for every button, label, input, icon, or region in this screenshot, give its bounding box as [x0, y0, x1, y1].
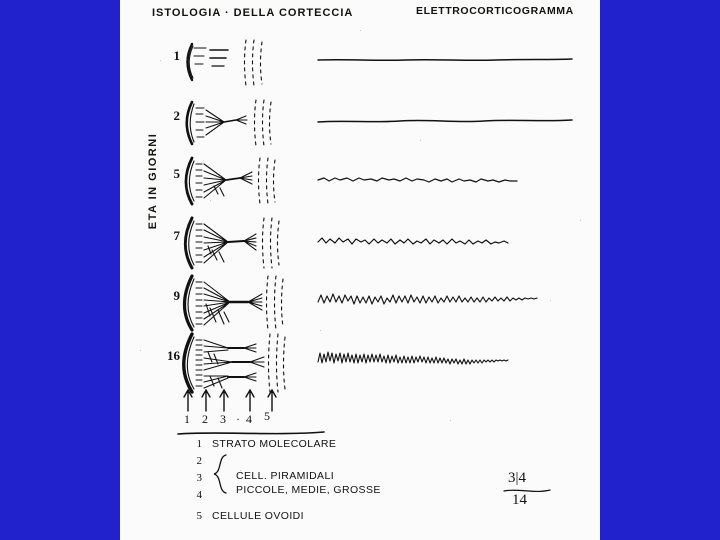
cortex-drawing-5	[184, 150, 294, 212]
table-row	[120, 92, 600, 154]
layer-number-dot: ·	[236, 412, 240, 426]
header-histology: ISTOLOGIA · DELLA CORTECCIA	[152, 7, 354, 19]
row-age-label: 16	[167, 348, 180, 363]
legend-number: 5	[196, 510, 202, 522]
legend-text: STRATO MOLECOLARE	[212, 438, 337, 450]
ecog-trace-7	[316, 212, 576, 274]
legend-number: 4	[196, 489, 202, 501]
note-denominator: 14	[512, 492, 527, 508]
cortex-drawing-7	[184, 212, 294, 274]
brace-icon	[212, 454, 228, 494]
table-row	[120, 150, 600, 212]
table-row	[120, 212, 600, 274]
header-electrocorticogram: ELETTROCORTICOGRAMMA	[416, 5, 574, 17]
legend-text: CELL. PIRAMIDALI	[236, 470, 335, 482]
cortex-drawing-9	[184, 272, 294, 334]
layer-number: 1	[184, 412, 190, 426]
axis-label-age-in-days: ETA IN GIORNI	[147, 132, 159, 230]
ecog-trace-9	[316, 272, 576, 334]
legend-number: 1	[196, 438, 202, 450]
ecog-trace-16	[316, 332, 576, 394]
note-fraction: 3|4	[508, 470, 527, 486]
scanned-figure-sheet	[120, 0, 600, 540]
layer-number: 3	[220, 412, 226, 426]
layer-number: 2	[202, 412, 208, 426]
row-age-label: 7	[173, 228, 180, 243]
row-age-label: 2	[173, 108, 180, 123]
legend-block	[190, 438, 520, 528]
legend-text: CELLULE OVOIDI	[212, 510, 304, 522]
cortex-drawing-2	[184, 92, 294, 154]
table-row	[120, 272, 600, 334]
legend-number: 2	[196, 455, 202, 467]
cortex-drawing-1	[184, 32, 294, 94]
ecog-trace-1	[316, 32, 576, 94]
legend-text: PICCOLE, MEDIE, GROSSE	[236, 484, 381, 496]
row-age-label: 9	[173, 288, 180, 303]
ecog-trace-5	[316, 150, 576, 212]
ecog-trace-2	[316, 92, 576, 154]
row-age-label: 1	[173, 48, 180, 63]
row-age-label: 5	[173, 166, 180, 181]
table-row	[120, 32, 600, 94]
layer-number: 4	[246, 412, 252, 426]
legend-number: 3	[196, 472, 202, 484]
handwritten-note	[502, 470, 572, 520]
layer-number: 5	[264, 409, 270, 423]
